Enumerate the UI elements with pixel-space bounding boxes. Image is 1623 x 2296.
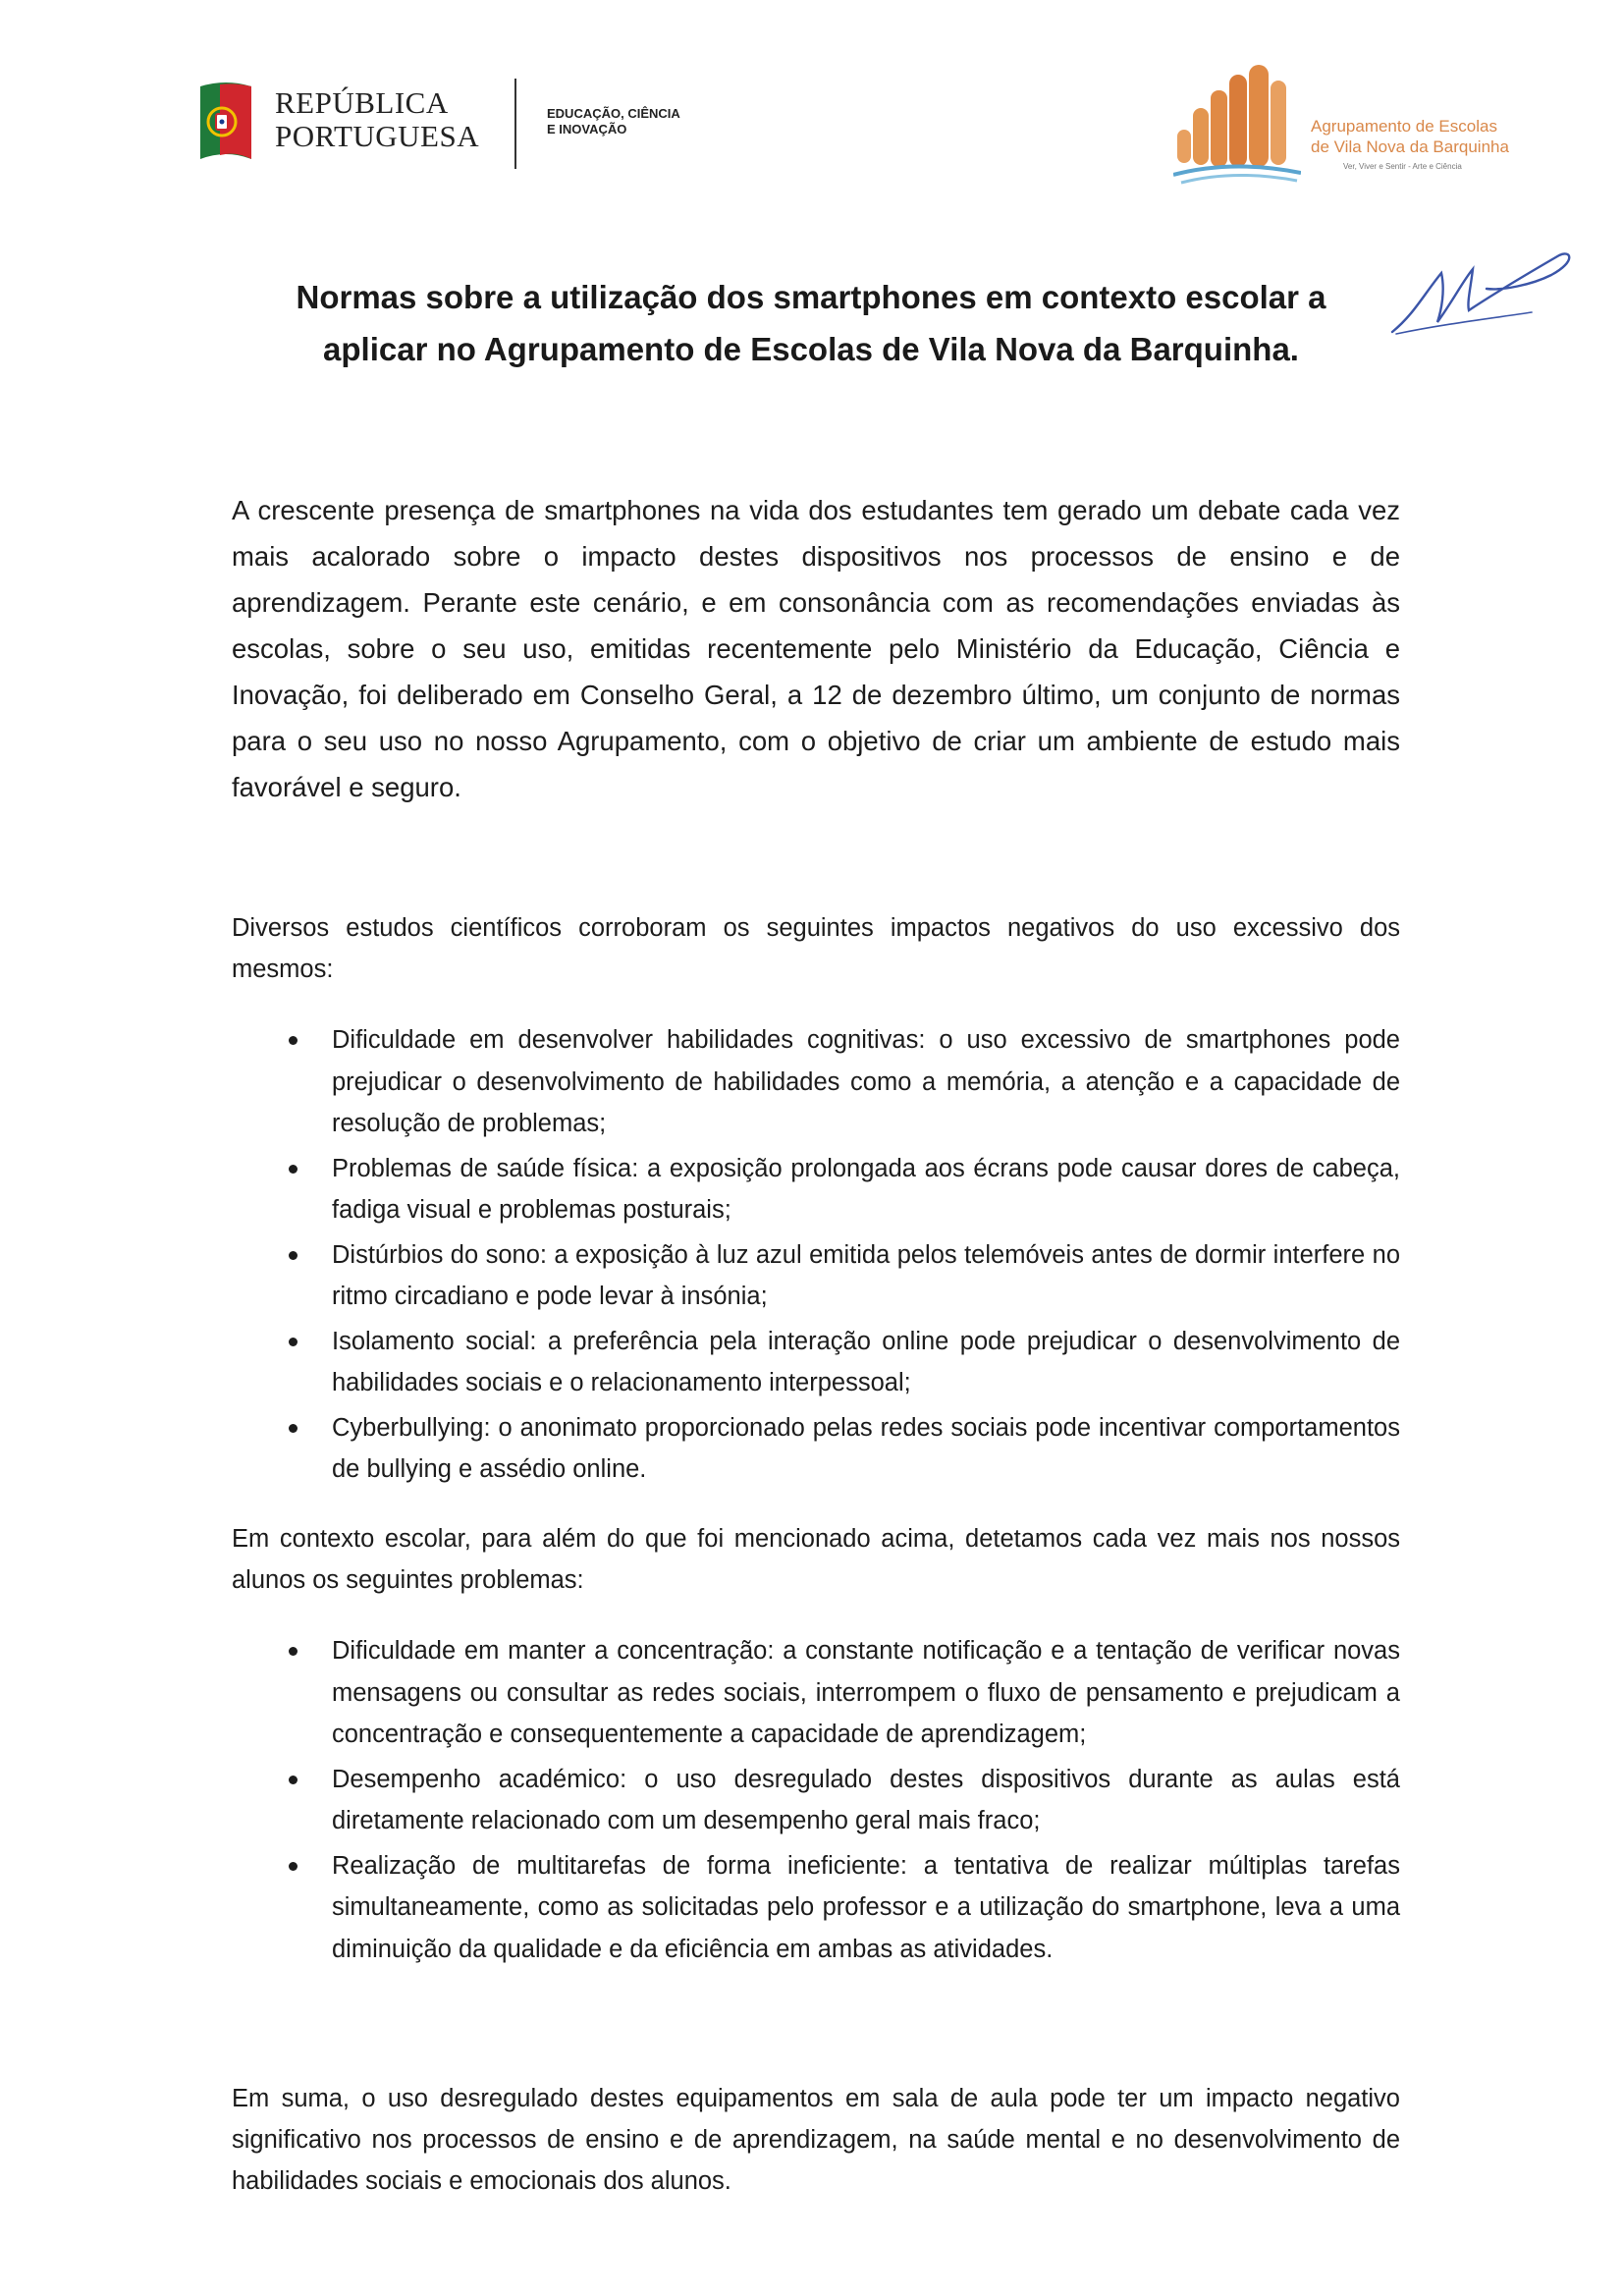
list-item: Cyberbullying: o anonimato proporcionado pelas redes sociais pode incentivar comportamentos de bullying e assédio online. (232, 1407, 1400, 1491)
school-name: Agrupamento de Escolas de Vila Nova da Barquinha (1311, 117, 1509, 156)
ministry-name: EDUCAÇÃO, CIÊNCIA E INOVAÇÃO (547, 106, 680, 137)
conclusion-paragraph: Em suma, o uso desregulado destes equipamentos em sala de aula pode ter um impacto negativo significativo nos processos de ensino e de aprendizagem, na saúde mental e no desenvolvimento de habilidades sociais e emocionais dos alunos. (232, 2085, 1400, 2195)
list-item: Desempenho académico: o uso desregulado destes dispositivos durante as aulas está diretamente relacionado com um desempenho geral mais fraco; (232, 1759, 1400, 1842)
bullet-icon (289, 1424, 298, 1433)
list-item: Distúrbios do sono: a exposição à luz azul emitida pelos telemóveis antes de dormir interfere no ritmo circadiano e pode levar à insónia; (232, 1234, 1400, 1318)
handwritten-signature-icon (1384, 216, 1581, 344)
bullet-icon (289, 1776, 298, 1784)
bullet-icon (289, 1251, 298, 1260)
list-item: Problemas de saúde física: a exposição prolongada aos écrans pode causar dores de cabeça, fadiga visual e problemas posturais; (232, 1148, 1400, 1231)
bullet-icon (289, 1647, 298, 1656)
school-motto: Ver, Viver e Sentir - Arte e Ciência (1343, 162, 1462, 171)
bullet-icon (289, 1165, 298, 1174)
page-title: Normas sobre a utilização dos smartphones em contexto escolar a aplicar no Agrupamento de Escolas de Vila Nova da Barquinha. (296, 279, 1326, 367)
negative-impacts-intro: Diversos estudos científicos corroboram os seguintes impactos negativos do uso excessivo dos mesmos: (232, 914, 1400, 983)
document-header (0, 0, 1623, 226)
portuguese-flag-shield-icon (196, 81, 255, 165)
bullet-icon (289, 1338, 298, 1346)
republic-wordmark: REPÚBLICA PORTUGUESA (275, 85, 480, 153)
list-item: Realização de multitarefas de forma ineficiente: a tentativa de realizar múltiplas tarefas simultaneamente, como as solicitadas pelo professor e a utilização do smartphone, leva a uma diminuição da qualidade e da eficiência em ambas as atividades. (232, 1845, 1400, 1971)
header-divider (514, 79, 516, 169)
bullet-icon (289, 1036, 298, 1045)
school-problems-list (232, 1630, 1400, 1973)
intro-paragraph: A crescente presença de smartphones na vida dos estudantes tem gerado um debate cada vez mais acalorado sobre o impacto destes dispositivos nos processos de ensino e de aprendizagem. Perante este cenário, e em consonância com as recomendações enviadas às escolas, sobre o seu uso, emitidas recentemente pelo Ministério da Educação, Ciência e Inovação, foi deliberado em Conselho Geral, a 12 de dezembro último, um conjunto de normas para o seu uso no nosso Agrupamento, com o objetivo de criar um ambiente de estudo mais favorável e seguro. (232, 495, 1400, 802)
school-problems-intro: Em contexto escolar, para além do que foi mencionado acima, detetamos cada vez mais nos nossos alunos os seguintes problemas: (232, 1525, 1400, 1594)
list-item: Dificuldade em manter a concentração: a constante notificação e a tentação de verificar novas mensagens ou consultar as redes sociais, interrompem o fluxo de pensamento e prejudicam a concentração e consequentemente a capacidade de aprendizagem; (232, 1630, 1400, 1756)
bullet-icon (289, 1862, 298, 1871)
orange-hands-logo-icon (1173, 61, 1301, 189)
list-item: Isolamento social: a preferência pela interação online pode prejudicar o desenvolvimento de habilidades sociais e o relacionamento interpessoal; (232, 1321, 1400, 1404)
list-item: Dificuldade em desenvolver habilidades cognitivas: o uso excessivo de smartphones pode prejudicar o desenvolvimento de habilidades como a memória, a atenção e a capacidade de resolução de problemas; (232, 1019, 1400, 1145)
negative-impacts-list (232, 1019, 1400, 1494)
